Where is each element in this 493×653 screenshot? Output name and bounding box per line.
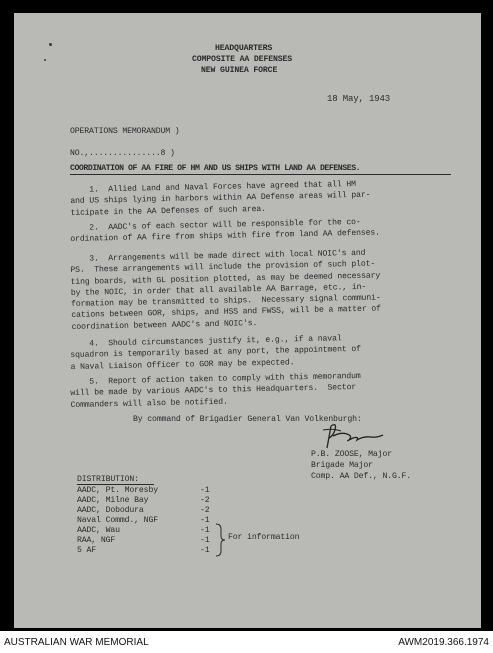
signature-name: P.B. ZOOSE, Major bbox=[311, 450, 392, 459]
distribution-count: -2 bbox=[200, 496, 210, 505]
distribution-heading: DISTRIBUTION: bbox=[77, 475, 139, 484]
right-brace bbox=[214, 523, 226, 557]
handwritten-signature bbox=[319, 418, 389, 450]
signature-title: Brigade Major bbox=[311, 461, 373, 470]
header-line-1: HEADQUARTERS bbox=[215, 44, 273, 53]
distribution-row: 5 AF bbox=[77, 546, 97, 555]
paragraph-3: 3. Arrangements will be made direct with local NOIC's and PS. These arrangements will include the provision of such plot- ting boards, with GL position plotted, as may be deemed necessary by the NOIC, in order that all available AA Barrage, etc., in- formation may be transmitted to ships. Necessary signal communi- cations between GOR, ships, and HSS and FWSS, will be a matter of coordination between AADC's and NOIC's. bbox=[70, 248, 381, 332]
distribution-count: -1 bbox=[200, 526, 210, 535]
memo-date: 18 May, 1943 bbox=[327, 94, 391, 104]
paper-mark bbox=[49, 43, 52, 46]
distribution-count: -1 bbox=[200, 516, 210, 525]
distribution-count: -1 bbox=[200, 536, 210, 545]
distribution-count: -1 bbox=[200, 486, 210, 495]
distribution-count: -1 bbox=[200, 546, 210, 555]
distribution-row: RAA, NGF bbox=[77, 536, 116, 545]
header-line-3: NEW GUINEA FORCE bbox=[201, 66, 278, 75]
subject-underline bbox=[70, 174, 451, 175]
paragraph-1: 1. Allied Land and Naval Forces have agreed that all HM and US ships lying in harbors within AA Defense areas will par- ticipate in the AA Defenses of such area. bbox=[70, 180, 371, 218]
footer-bar bbox=[0, 631, 493, 653]
memo-type: OPERATIONS MEMORANDUM ) bbox=[70, 127, 180, 136]
distribution-row: AADC, Wau bbox=[77, 526, 120, 535]
footer-accession: AWM2019.366.1974 bbox=[398, 637, 489, 648]
distribution-note: For information bbox=[228, 533, 300, 542]
document-page bbox=[14, 13, 481, 628]
distribution-row: AADC, Dobodura bbox=[77, 506, 144, 515]
paragraph-2: 2. AADC's of each sector will be responsible for the co- ordination of AA fire from ships with fire from land AA defenses. bbox=[70, 217, 381, 245]
signature-unit: Comp. AA Def., N.G.F. bbox=[311, 472, 412, 481]
paragraph-4: 4. Should circumstances justify it, e.g., if a naval squadron is temporarily based at any port, the appointment of a Naval Liaison Officer to GOR may be expected. bbox=[70, 334, 361, 372]
header-line-2: COMPOSITE AA DEFENSES bbox=[192, 55, 293, 64]
distribution-row: AADC, Milne Bay bbox=[77, 496, 149, 505]
paragraph-5: 5. Report of action taken to comply with this memorandum will be made by various AADC's to this Headquarters. Sector Commanders will also be notified. bbox=[70, 371, 361, 410]
paper-mark bbox=[44, 59, 46, 61]
memo-subject: COORDINATION OF AA FIRE OF HM AND US SHIPS WITH LAND AA DEFENSES. bbox=[70, 164, 361, 173]
footer-source: AUSTRALIAN WAR MEMORIAL bbox=[4, 637, 149, 648]
command-line: By command of Brigadier General Van Volkenburgh: bbox=[133, 415, 362, 424]
distribution-count: -2 bbox=[200, 506, 210, 515]
distribution-row: Naval Commd., NGF bbox=[77, 516, 158, 525]
memo-number: NO.,...............8 ) bbox=[70, 149, 175, 158]
distribution-row: AADC, Pt. Moresby bbox=[77, 486, 158, 495]
